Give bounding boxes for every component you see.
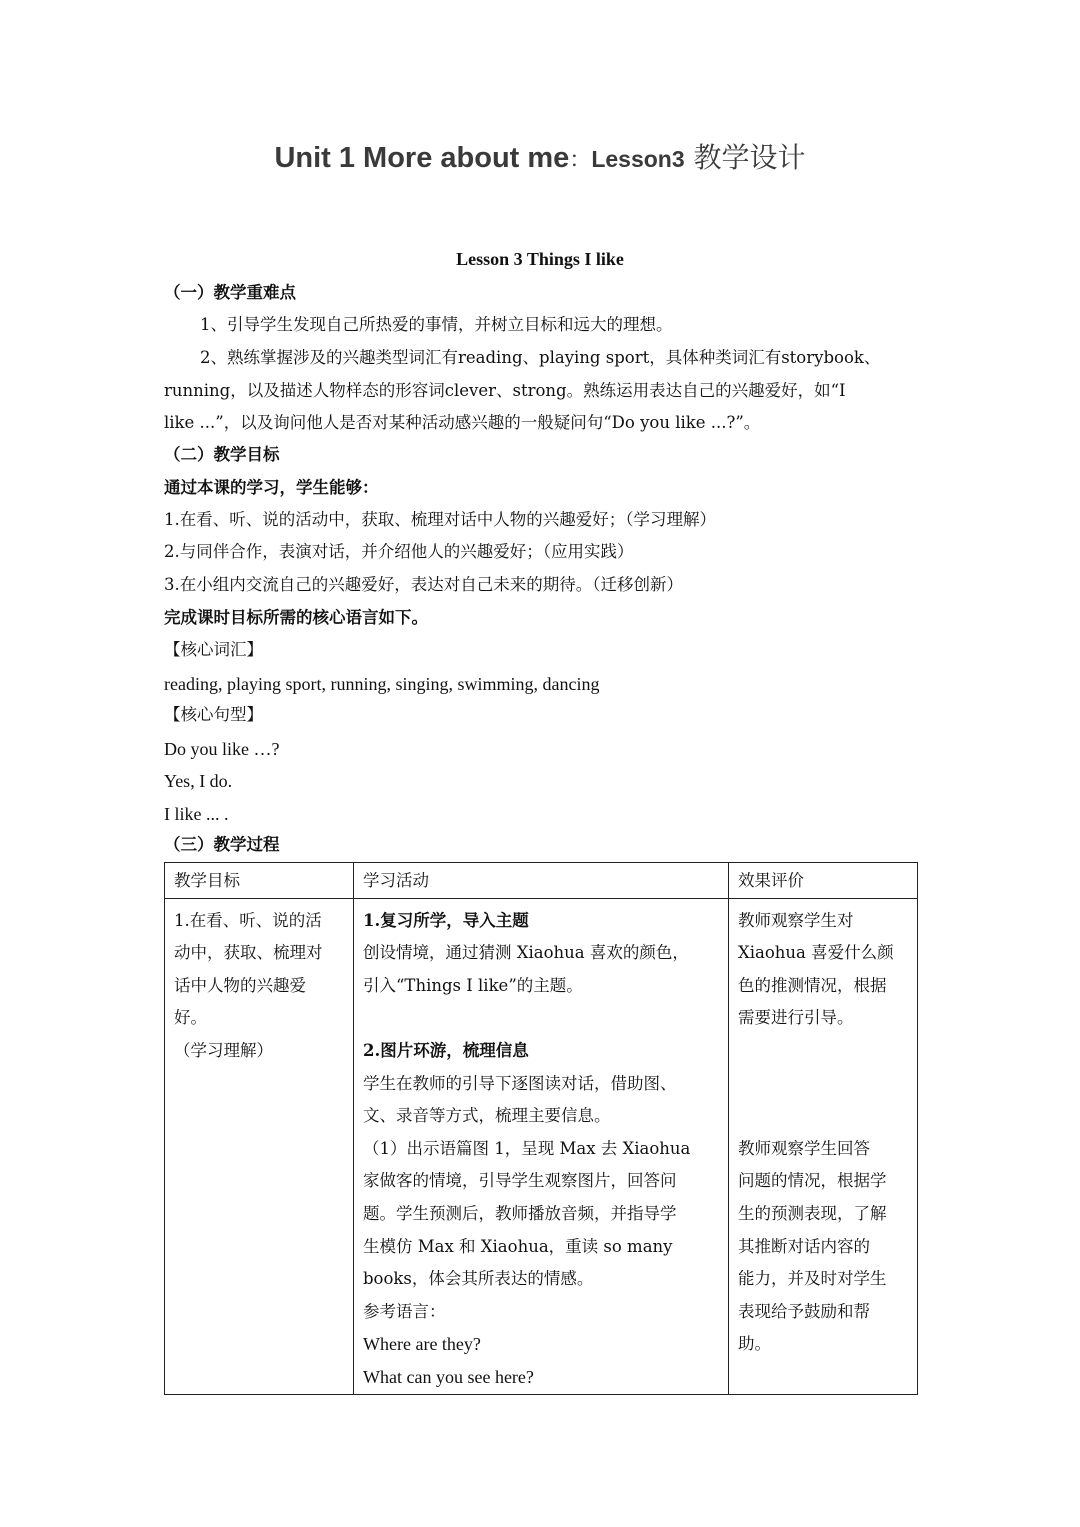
spacer: [738, 1035, 908, 1068]
core-language-intro: 完成课时目标所需的核心语言如下。: [164, 608, 428, 627]
header-objective: 教学目标: [165, 863, 354, 899]
goal-2: 2.与同伴合作，表演对话，并介绍他人的兴趣爱好；（应用实践）: [164, 542, 634, 561]
evaluation-line: 生的预测表现，了解: [738, 1203, 887, 1223]
spacer: [738, 1068, 908, 1101]
evaluation-line: 能力，并及时对学生: [738, 1269, 887, 1289]
key-point-2-line3: like ...”，以及询问他人是否对某种活动感兴趣的一般疑问句“Do you like ...?”。: [164, 413, 761, 432]
evaluation-line: 教师观察学生回答: [738, 1138, 870, 1158]
key-point-2-line1: 2、熟练掌握涉及的兴趣类型词汇有reading、playing sport，具体种类词汇有storybook、: [200, 348, 881, 367]
activity-line: 家做客的情境，引导学生观察图片，回答问: [363, 1171, 677, 1191]
objective-line: 1.在看、听、说的活: [174, 910, 322, 930]
evaluation-line: 其推断对话内容的: [738, 1236, 870, 1256]
teaching-process-table: [164, 862, 918, 1395]
evaluation-line: 教师观察学生对: [738, 910, 854, 930]
activity-line: What can you see here?: [363, 1366, 534, 1387]
key-point-1: 1、引导学生发现自己所热爱的事情，并树立目标和远大的理想。: [200, 315, 673, 334]
document-title: [0, 136, 1080, 176]
section1-heading: （一）教学重难点: [164, 283, 296, 302]
core-sentence-label: 【核心句型】: [164, 705, 263, 724]
title-suffix: 教学设计: [684, 141, 806, 174]
title-separator: ：: [569, 147, 592, 172]
spacer: [363, 1002, 719, 1035]
objective-line: （学习理解）: [174, 1040, 273, 1060]
evaluation-line: 色的推测情况，根据: [738, 975, 887, 995]
activity-line: books，体会其所表达的情感。: [363, 1269, 594, 1289]
activity-line: 学生在教师的引导下逐图读对话，借助图、: [363, 1073, 677, 1093]
goal-1: 1.在看、听、说的活动中，获取、梳理对话中人物的兴趣爱好；（学习理解）: [164, 510, 716, 529]
activity-cell: [354, 898, 729, 1394]
section3-heading: （三）教学过程: [164, 835, 280, 854]
activity-line: 参考语言：: [363, 1301, 446, 1321]
evaluation-line: 助。: [738, 1334, 771, 1354]
lesson-subtitle: Lesson 3 Things I like: [456, 249, 624, 269]
core-sentence-3: I like ... .: [164, 804, 229, 824]
header-evaluation: 效果评价: [729, 863, 918, 899]
activity-line: （1）出示语篇图 1，呈现 Max 去 Xiaohua: [363, 1138, 691, 1158]
core-vocab: reading, playing sport, running, singing, swimming, dancing: [164, 674, 600, 694]
core-sentence-1: Do you like …?: [164, 739, 280, 759]
goals-intro: 通过本课的学习，学生能够：: [164, 478, 379, 497]
evaluation-line: 问题的情况，根据学: [738, 1171, 887, 1191]
evaluation-line: Xiaohua 喜爱什么颜: [738, 943, 894, 963]
step2-title: 2.图片环游，梳理信息: [363, 1040, 529, 1060]
objective-cell: [165, 898, 354, 1394]
evaluation-cell: [729, 898, 918, 1394]
objective-line: 动中，获取、梳理对: [174, 943, 323, 963]
activity-line: 生模仿 Max 和 Xiaohua，重读 so many: [363, 1236, 673, 1256]
goal-3: 3.在小组内交流自己的兴趣爱好，表达对自己未来的期待。（迁移创新）: [164, 575, 683, 594]
core-vocab-label: 【核心词汇】: [164, 640, 263, 659]
section2-heading: （二）教学目标: [164, 445, 280, 464]
step1-title: 1.复习所学，导入主题: [363, 910, 529, 930]
activity-line: 引入“Things I like”的主题。: [363, 975, 583, 995]
evaluation-line: 表现给予鼓励和帮: [738, 1301, 870, 1321]
activity-line: 文、录音等方式，梳理主要信息。: [363, 1106, 611, 1126]
objective-line: 好。: [174, 1008, 207, 1028]
title-lesson: Lesson3: [591, 146, 685, 172]
title-main: Unit 1 More about me: [274, 142, 570, 174]
table-row: [165, 898, 918, 1394]
key-point-2-line2: running，以及描述人物样态的形容词clever、strong。熟练运用表达自己的兴趣爱好，如“I: [164, 381, 846, 400]
evaluation-line: 需要进行引导。: [738, 1008, 854, 1028]
activity-line: Where are they?: [363, 1334, 481, 1355]
table-header-row: [165, 863, 918, 899]
header-activity: 学习活动: [354, 863, 729, 899]
objective-line: 话中人物的兴趣爱: [174, 975, 306, 995]
activity-line: 创设情境，通过猜测 Xiaohua 喜欢的颜色，: [363, 943, 689, 963]
activity-line: 题。学生预测后，教师播放音频，并指导学: [363, 1203, 677, 1223]
spacer: [738, 1100, 908, 1133]
core-sentence-2: Yes, I do.: [164, 771, 233, 791]
